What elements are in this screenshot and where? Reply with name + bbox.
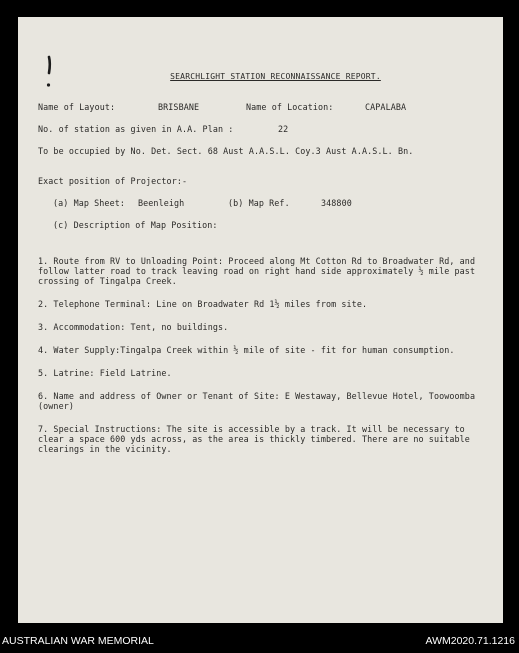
item-water-supply: 4. Water Supply:Tingalpa Creek within ½ mile of site - fit for human consumption.: [38, 345, 455, 355]
item-owner: 6. Name and address of Owner or Tenant of Site: E Westaway, Bellevue Hotel, Toowoomba (owner): [38, 391, 476, 411]
station-row: [38, 124, 493, 134]
map-ref-value: 348800: [321, 198, 352, 208]
layout-value: BRISBANE: [158, 102, 200, 112]
footer-accession-number: AWM2020.71.1216: [425, 635, 515, 647]
report-title: SEARCHLIGHT STATION RECONNAISSANCE REPORT.: [170, 72, 381, 81]
location-value: CAPALABA: [365, 102, 407, 112]
station-value: 22: [278, 124, 289, 134]
report-body: [38, 72, 493, 454]
item-accommodation: 3. Accommodation: Tent, no buildings.: [38, 322, 229, 332]
location-label: Name of Location:: [246, 102, 334, 112]
footer-bar: [0, 635, 519, 649]
layout-label: Name of Layout:: [38, 102, 116, 112]
occupied-text: To be occupied by No. Det. Sect. 68 Aust A.A.S.L. Coy.3 Aust A.A.S.L. Bn.: [38, 146, 414, 156]
item-special-instructions: 7. Special Instructions: The site is accessible by a track. It will be necessary to clear a space 600 yds across, as the area is thickly timbered. There are no suitable clearings in the vicinity.: [38, 424, 470, 454]
map-sheet-value: Beenleigh: [138, 198, 185, 208]
footer-credit: AUSTRALIAN WAR MEMORIAL: [2, 635, 154, 647]
map-row: [38, 198, 493, 208]
projector-heading: Exact position of Projector:-: [38, 176, 188, 186]
description-label: (c) Description of Map Position:: [53, 220, 218, 230]
station-label: No. of station as given in A.A. Plan :: [38, 124, 234, 134]
item-latrine: 5. Latrine: Field Latrine.: [38, 368, 172, 378]
description-row: [38, 220, 493, 230]
layout-location-row: [38, 102, 493, 112]
occupied-row: [38, 146, 493, 156]
map-ref-label: (b) Map Ref.: [228, 198, 290, 208]
map-sheet-label: (a) Map Sheet:: [53, 198, 125, 208]
item-telephone: 2. Telephone Terminal: Line on Broadwater Rd 1½ miles from site.: [38, 299, 368, 309]
projector-heading-row: [38, 176, 493, 186]
document-page: [18, 17, 503, 623]
item-route: 1. Route from RV to Unloading Point: Proceed along Mt Cotton Rd to Broadwater Rd, and follow latter road to track leaving road on right hand side approximately ½ mile past crossing of Tingalpa Creek.: [38, 256, 476, 286]
